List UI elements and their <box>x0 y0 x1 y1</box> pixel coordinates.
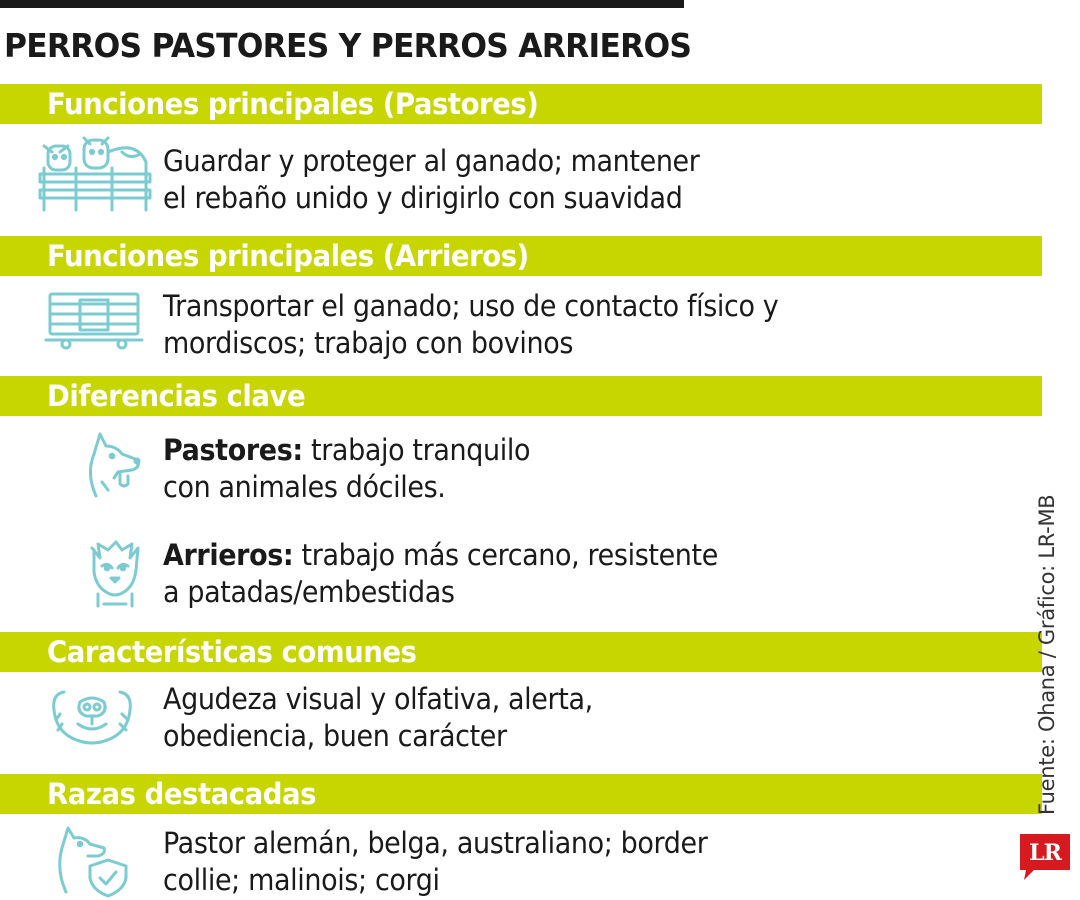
section-band-arrieros <box>0 236 1042 276</box>
logo-text: LR <box>1029 840 1061 866</box>
diferencias-item-arrieros <box>163 537 718 611</box>
text-line: mordiscos; trabajo con bovinos <box>163 326 574 360</box>
section-text <box>163 681 593 755</box>
text-line <box>163 537 718 574</box>
text-line: Transportar el ganado; uso de contacto físico y <box>163 289 779 323</box>
section-heading: Funciones principales (Pastores) <box>47 87 539 121</box>
section-band-caracteristicas <box>0 632 1042 672</box>
section-heading: Diferencias clave <box>47 379 306 413</box>
page-title: PERROS PASTORES Y PERROS ARRIEROS <box>4 26 692 65</box>
section-band-razas <box>0 774 1042 814</box>
dog-nose-icon <box>50 684 134 750</box>
text-line: Pastor alemán, belga, australiano; border <box>163 826 708 860</box>
text-line: a patadas/embestidas <box>163 575 455 609</box>
section-heading: Razas destacadas <box>47 777 317 811</box>
cattle-trailer-icon <box>44 288 144 352</box>
cattle-fence-icon <box>36 132 154 214</box>
dog-face-icon <box>86 538 144 608</box>
section-text <box>163 143 699 217</box>
section-text <box>163 825 707 899</box>
lead-label: Arrieros: <box>163 538 294 572</box>
section-heading: Características comunes <box>47 635 417 669</box>
lead-label: Pastores: <box>163 433 303 467</box>
dog-shield-icon <box>52 822 134 898</box>
text-span: trabajo tranquilo <box>302 433 531 467</box>
text-line <box>163 432 530 469</box>
text-line: con animales dóciles. <box>163 470 446 504</box>
text-line: obediencia, buen carácter <box>163 719 507 753</box>
diferencias-item-pastores <box>163 432 530 506</box>
text-line: Agudeza visual y olfativa, alerta, <box>163 682 593 716</box>
text-span: trabajo más cercano, resistente <box>293 538 718 572</box>
section-band-diferencias <box>0 376 1042 416</box>
text-line: collie; malinois; corgi <box>163 863 440 897</box>
section-text <box>163 288 778 362</box>
section-band-pastores <box>0 84 1042 124</box>
top-rule <box>0 0 684 8</box>
section-heading: Funciones principales (Arrieros) <box>47 239 529 273</box>
text-line: Guardar y proteger al ganado; mantener <box>163 144 700 178</box>
text-line: el rebaño unido y dirigirlo con suavidad <box>163 181 683 215</box>
dog-profile-icon <box>82 430 144 498</box>
source-credit: Fuente: Ohana / Gráfico: LR-MB <box>1035 494 1059 815</box>
lr-logo-icon <box>1020 834 1070 880</box>
